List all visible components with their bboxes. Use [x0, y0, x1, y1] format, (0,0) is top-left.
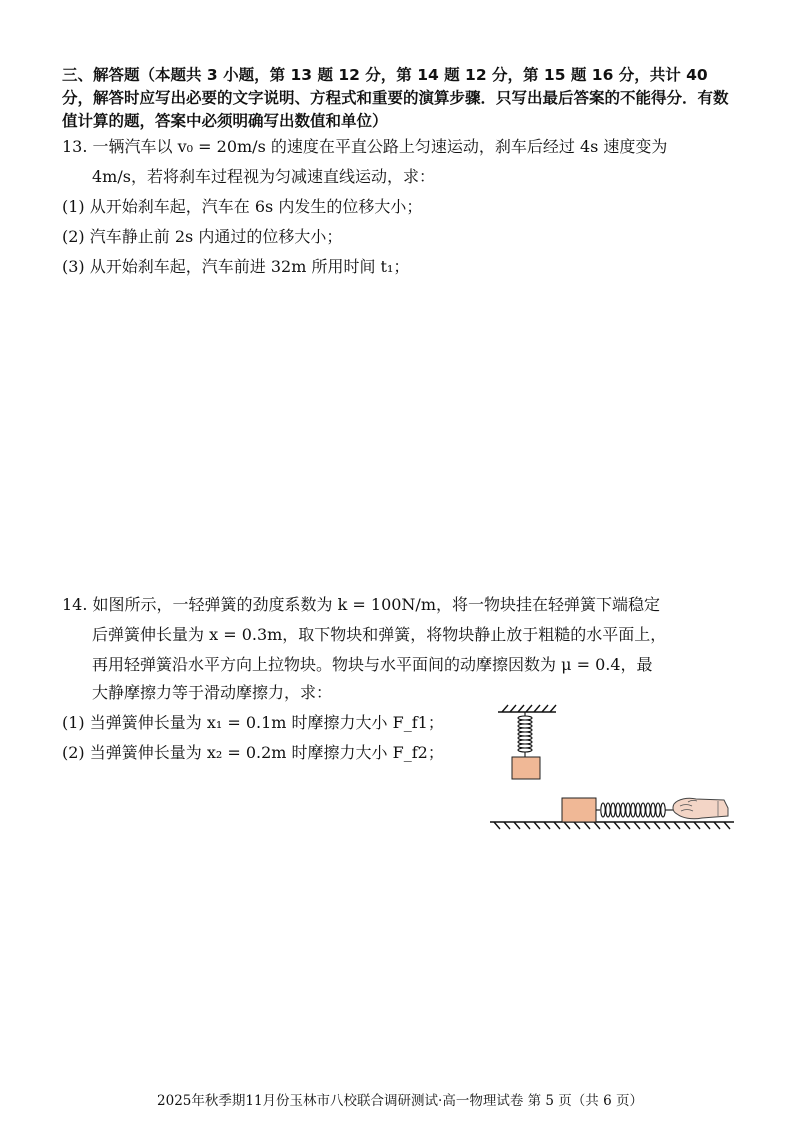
pulling-hand-icon — [673, 798, 728, 819]
q14-line-1: 14. 如图所示，一轻弹簧的劲度系数为 k = 100N/m，将一物块挂在轻弹簧下端稳定 — [62, 595, 660, 614]
hanging-block — [512, 757, 540, 779]
rough-ground — [490, 822, 734, 829]
q14-line-3: 再用轻弹簧沿水平方向上拉物块。物块与水平面间的动摩擦因数为 μ = 0.4，最 — [92, 655, 653, 674]
q14-part-1: (1) 当弹簧伸长量为 x₁ = 0.1m 时摩擦力大小 F_f1； — [62, 713, 444, 732]
q14-part-2: (2) 当弹簧伸长量为 x₂ = 0.2m 时摩擦力大小 F_f2； — [62, 743, 444, 762]
q13-line-2: 4m/s，若将刹车过程视为匀减速直线运动，求： — [92, 167, 435, 186]
vertical-spring — [518, 712, 532, 757]
q13-part-2: (2) 汽车静止前 2s 内通过的位移大小； — [62, 227, 343, 246]
ceiling-support — [498, 705, 556, 712]
spring-block-figure — [488, 700, 738, 830]
q14-line-2: 后弹簧伸长量为 x = 0.3m，取下物块和弹簧，将物块静止放于粗糙的水平面上， — [92, 625, 667, 644]
q13-part-1: (1) 从开始刹车起，汽车在 6s 内发生的位移大小； — [62, 197, 423, 216]
q13-line-1: 13. 一辆汽车以 v₀ = 20m/s 的速度在平直公路上匀速运动，刹车后经过 4s 速度变为 — [62, 137, 668, 156]
ground-block — [562, 798, 596, 822]
q14-line-4: 大静摩擦力等于滑动摩擦力，求： — [92, 683, 333, 702]
section-heading: 三、解答题（本题共 3 小题，第 13 题 12 分，第 14 题 12 分，第 15 题 16 分，共计 40 分，解答时应写出必要的文字说明、方程式和重要的演算步骤．只写出最后答案的不能得分．有数值计算的题，答案中必须明确写出数值和单位） — [62, 66, 729, 130]
q13-part-3: (3) 从开始刹车起，汽车前进 32m 所用时间 t₁； — [62, 257, 410, 276]
horizontal-spring — [596, 803, 674, 817]
page-footer: 2025年秋季期11月份玉林市八校联合调研测试·高一物理试卷 第 5 页（共 6 页） — [157, 1093, 643, 1109]
